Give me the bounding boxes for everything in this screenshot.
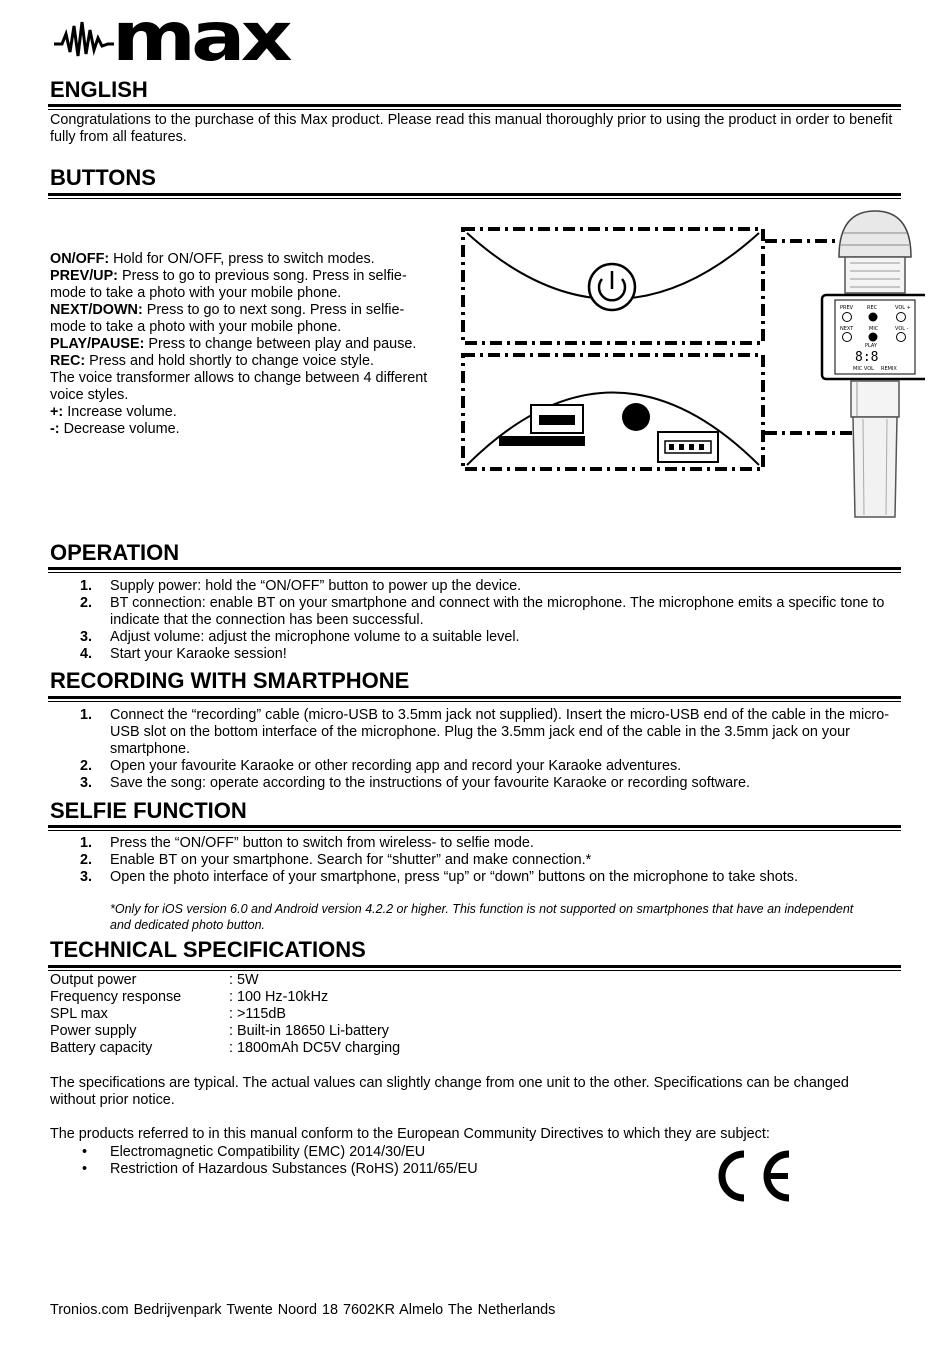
svg-text:NEXT: NEXT <box>840 326 854 332</box>
ce-mark-icon <box>710 1146 795 1206</box>
section-rule <box>48 825 901 831</box>
section-rule <box>48 193 901 199</box>
microphone-illustration <box>822 211 925 517</box>
svg-text:MIC: MIC <box>869 326 879 332</box>
recording-steps <box>50 707 895 792</box>
section-rule <box>48 965 901 971</box>
section-rule <box>48 567 901 573</box>
specs-typical-note: The specifications are typical. The actual values can slightly change from one unit to the other. Specifications can be changed without prior notice. <box>50 1075 849 1108</box>
directives-list <box>50 1144 750 1178</box>
audio-jack-icon <box>622 403 650 431</box>
button-desc-voice-transformer: The voice transformer allows to change between 4 different voice styles. <box>50 370 428 403</box>
list-item: 1. Press the “ON/OFF” button to switch from wireless- to selfie mode. <box>80 835 534 851</box>
svg-text:8:8: 8:8 <box>855 350 879 365</box>
section-title-buttons: BUTTONS <box>50 165 156 190</box>
svg-text:MIC VOL: MIC VOL <box>853 366 874 372</box>
button-desc-on-off: ON/OFF: Hold for ON/OFF, press to switch modes. <box>50 251 375 267</box>
button-desc-minus: -: Decrease volume. <box>50 421 180 437</box>
list-item: • Restriction of Hazardous Substances (RoHS) 2011/65/EU <box>82 1161 478 1177</box>
micro-usb-port-icon <box>531 405 583 433</box>
intro-paragraph: Congratulations to the purchase of this Max product. Please read this manual thoroughly prior to using the product in order to benefit fully from all features. <box>50 112 893 145</box>
section-title-selfie: SELFIE FUNCTION <box>50 798 247 823</box>
section-title-operation: OPERATION <box>50 540 180 565</box>
list-item: 1. Supply power: hold the “ON/OFF” button to power up the device. <box>80 578 522 594</box>
svg-text:PREV: PREV <box>840 305 854 311</box>
button-desc-next-down: NEXT/DOWN: Press to go to next song. Press in selfie-mode to take a photo with your mobile phone. <box>50 302 405 335</box>
button-desc-play-pause: PLAY/PAUSE: Press to change between play and pause. <box>50 336 417 352</box>
spec-row: Power supply : Built-in 18650 Li-battery <box>50 1023 389 1039</box>
sd-slot-icon <box>499 436 585 446</box>
operation-steps <box>50 578 895 663</box>
svg-text:VOL +: VOL + <box>895 305 911 311</box>
conformity-statement: The products referred to in this manual conform to the European Community Directives to which they are subject: <box>50 1126 770 1142</box>
list-item: 4. Start your Karaoke session! <box>80 646 287 662</box>
list-item: 2. Open your favourite Karaoke or other recording app and record your Karaoke adventures. <box>80 758 682 774</box>
section-title-english: ENGLISH <box>50 77 148 102</box>
section-title-specs: TECHNICAL SPECIFICATIONS <box>50 937 366 962</box>
selfie-steps <box>50 835 895 886</box>
list-item: 1. Connect the “recording” cable (micro-USB to 3.5mm jack not supplied). Insert the micro-USB end of the cable in the micro-USB slot on the bottom interface of the microphone. Plug the 3.5mm jack end of the cable in the 3.5mm jack on your smartphone. <box>80 707 890 757</box>
list-item: 2. Enable BT on your smartphone. Search for “shutter” and make connection.* <box>80 852 592 868</box>
usb-port-icon <box>658 432 718 462</box>
svg-text:REC: REC <box>867 305 878 311</box>
svg-text:PLAY: PLAY <box>865 343 878 349</box>
power-icon <box>589 264 635 310</box>
selfie-footnote: *Only for iOS version 6.0 and Android version 4.2.2 or higher. This function is not supported on smartphones that have an independent and dedicated photo button. <box>110 902 854 932</box>
button-desc-plus: +: Increase volume. <box>50 404 177 420</box>
button-descriptions <box>50 251 435 438</box>
list-item: 3. Open the photo interface of your smartphone, press “up” or “down” buttons on the microphone to take shots. <box>80 869 798 885</box>
section-rule <box>48 104 901 110</box>
list-item: 2. BT connection: enable BT on your smartphone and connect with the microphone. The microphone emits a specific tone to indicate that the connection has been successful. <box>80 595 885 628</box>
spec-row: Output power : 5W <box>50 972 259 988</box>
spec-row: Frequency response : 100 Hz-10kHz <box>50 989 329 1005</box>
section-rule <box>48 696 901 702</box>
max-logo <box>52 4 292 64</box>
list-item: 3. Save the song: operate according to the instructions of your favourite Karaoke or recording software. <box>80 775 750 791</box>
section-title-recording: RECORDING WITH SMARTPHONE <box>50 668 410 693</box>
button-desc-prev-up: PREV/UP: Press to go to previous song. Press in selfie-mode to take a photo with your mobile phone. <box>50 268 407 301</box>
button-desc-rec: REC: Press and hold shortly to change voice style. <box>50 353 374 369</box>
spec-row: Battery capacity : 1800mAh DC5V charging <box>50 1040 401 1056</box>
list-item: • Electromagnetic Compatibility (EMC) 2014/30/EU <box>82 1144 426 1160</box>
footer-address: Tronios.com Bedrijvenpark Twente Noord 18 7602KR Almelo The Netherlands <box>50 1302 556 1318</box>
microphone-diagram <box>455 205 925 525</box>
list-item: 3. Adjust volume: adjust the microphone volume to a suitable level. <box>80 629 520 645</box>
logo-text: max <box>112 4 292 64</box>
svg-text:VOL -: VOL - <box>895 326 909 332</box>
svg-text:REMIX: REMIX <box>881 366 897 372</box>
spec-row: SPL max : >115dB <box>50 1006 286 1022</box>
